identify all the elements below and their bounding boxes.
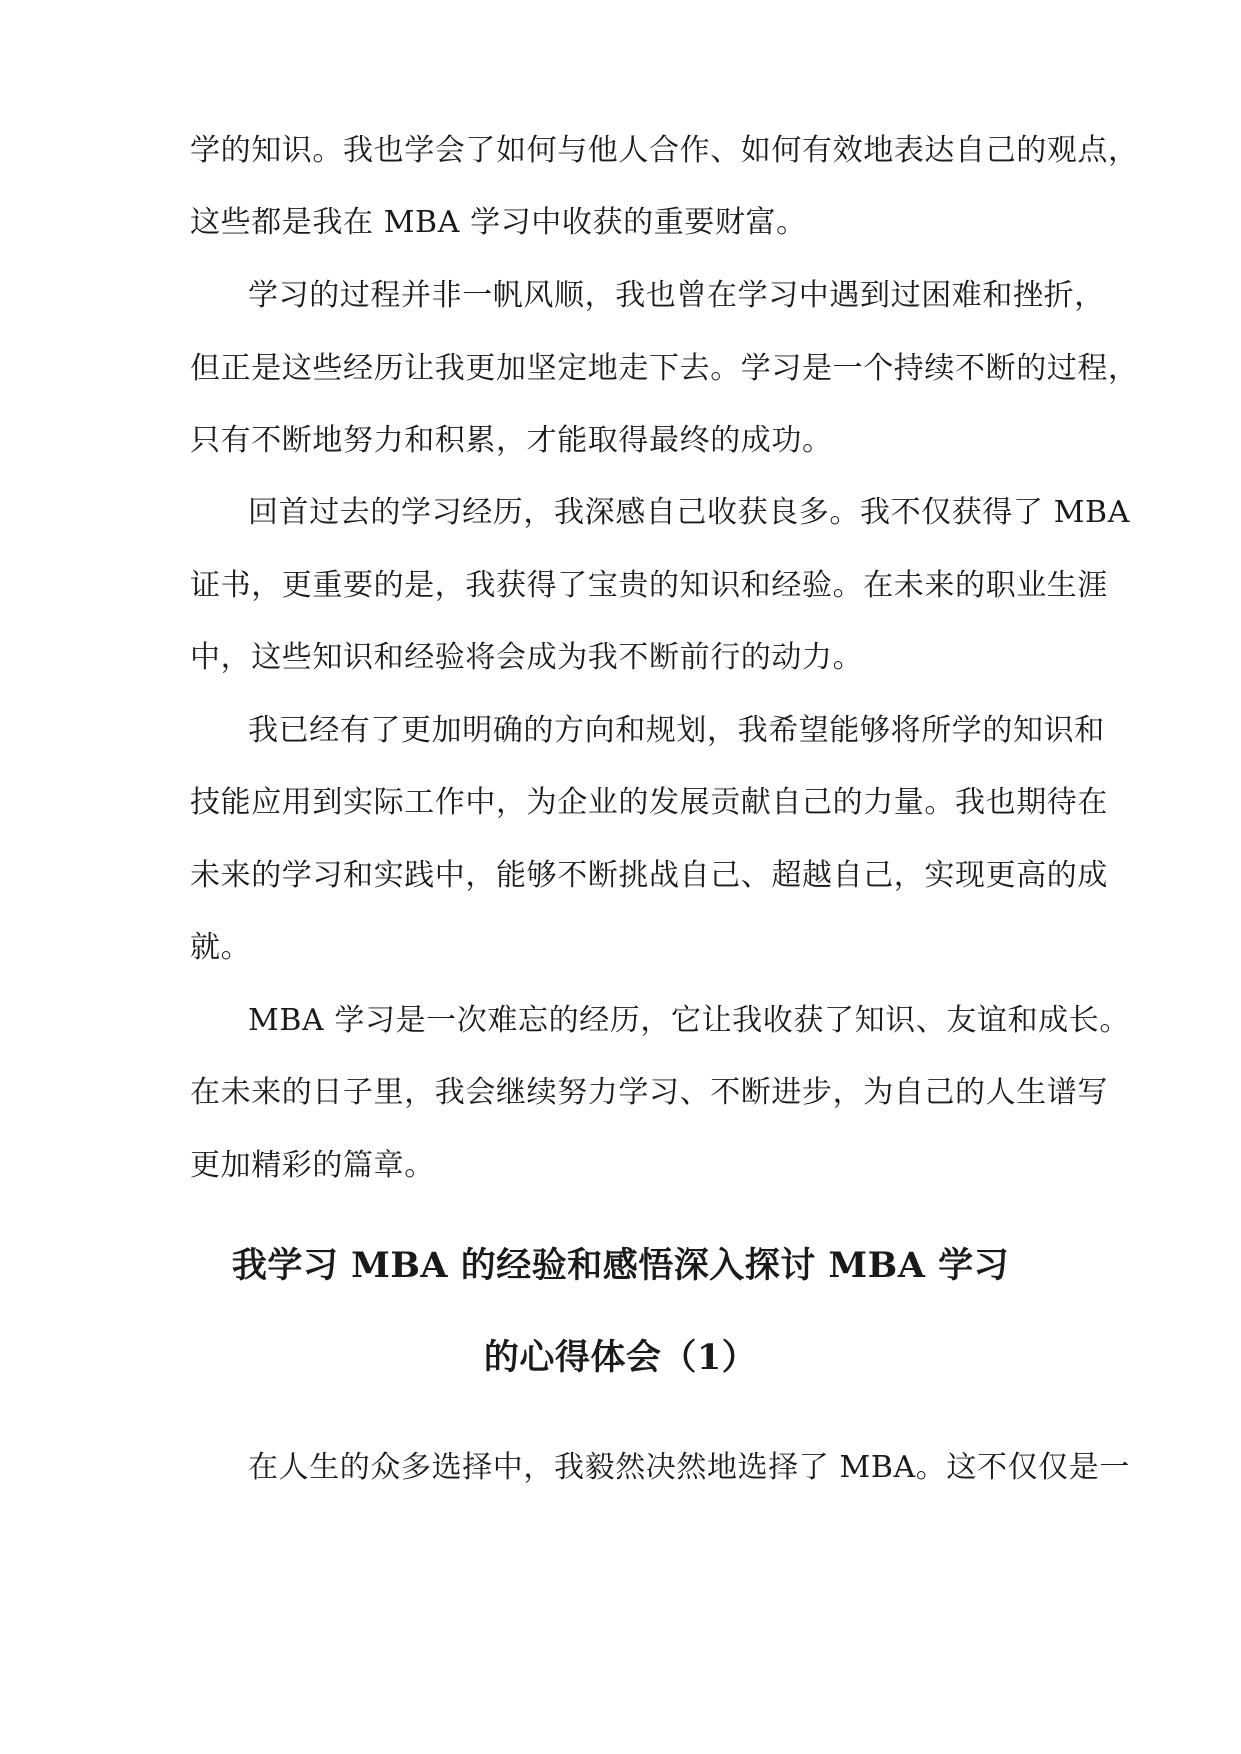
paragraph-line: 这些都是我在 MBA 学习中收获的重要财富。 (190, 205, 807, 240)
paragraph-line: 我已经有了更加明确的方向和规划，我希望能够将所学的知识和 (248, 713, 1105, 748)
paragraph-line: 但正是这些经历让我更加坚定地走下去。学习是一个持续不断的过程， (190, 351, 1139, 386)
paragraph-line: 回首过去的学习经历，我深感自己收获良多。我不仅获得了 MBA (248, 495, 1130, 530)
section-title-line-2: 的心得体会（1） (483, 1337, 758, 1378)
paragraph-line: 更加精彩的篇章。 (190, 1148, 435, 1183)
paragraph-line: 未来的学习和实践中，能够不断挑战自己、超越自己，实现更高的成 (190, 858, 1108, 893)
section-title-line-1: 我学习 MBA 的经验和感悟深入探讨 MBA 学习 (231, 1245, 1010, 1286)
paragraph-line: 学的知识。我也学会了如何与他人合作、如何有效地表达自己的观点， (190, 133, 1139, 168)
paragraph-line: 学习的过程并非一帆风顺，我也曾在学习中遇到过困难和挫折， (248, 278, 1105, 313)
paragraph-line: 在人生的众多选择中，我毅然决然地选择了 MBA。这不仅仅是一 (248, 1450, 1130, 1485)
paragraph-line: 中，这些知识和经验将会成为我不断前行的动力。 (190, 640, 864, 675)
paragraph-line: 技能应用到实际工作中，为企业的发展贡献自己的力量。我也期待在 (190, 785, 1108, 820)
paragraph-line: 就。 (190, 930, 252, 965)
paragraph-line: MBA 学习是一次难忘的经历，它让我收获了知识、友谊和成长。 (248, 1003, 1130, 1038)
paragraph-line: 在未来的日子里，我会继续努力学习、不断进步，为自己的人生谱写 (190, 1075, 1108, 1110)
paragraph-line: 证书，更重要的是，我获得了宝贵的知识和经验。在未来的职业生涯 (190, 568, 1108, 603)
paragraph-line: 只有不断地努力和积累，才能取得最终的成功。 (190, 423, 833, 458)
